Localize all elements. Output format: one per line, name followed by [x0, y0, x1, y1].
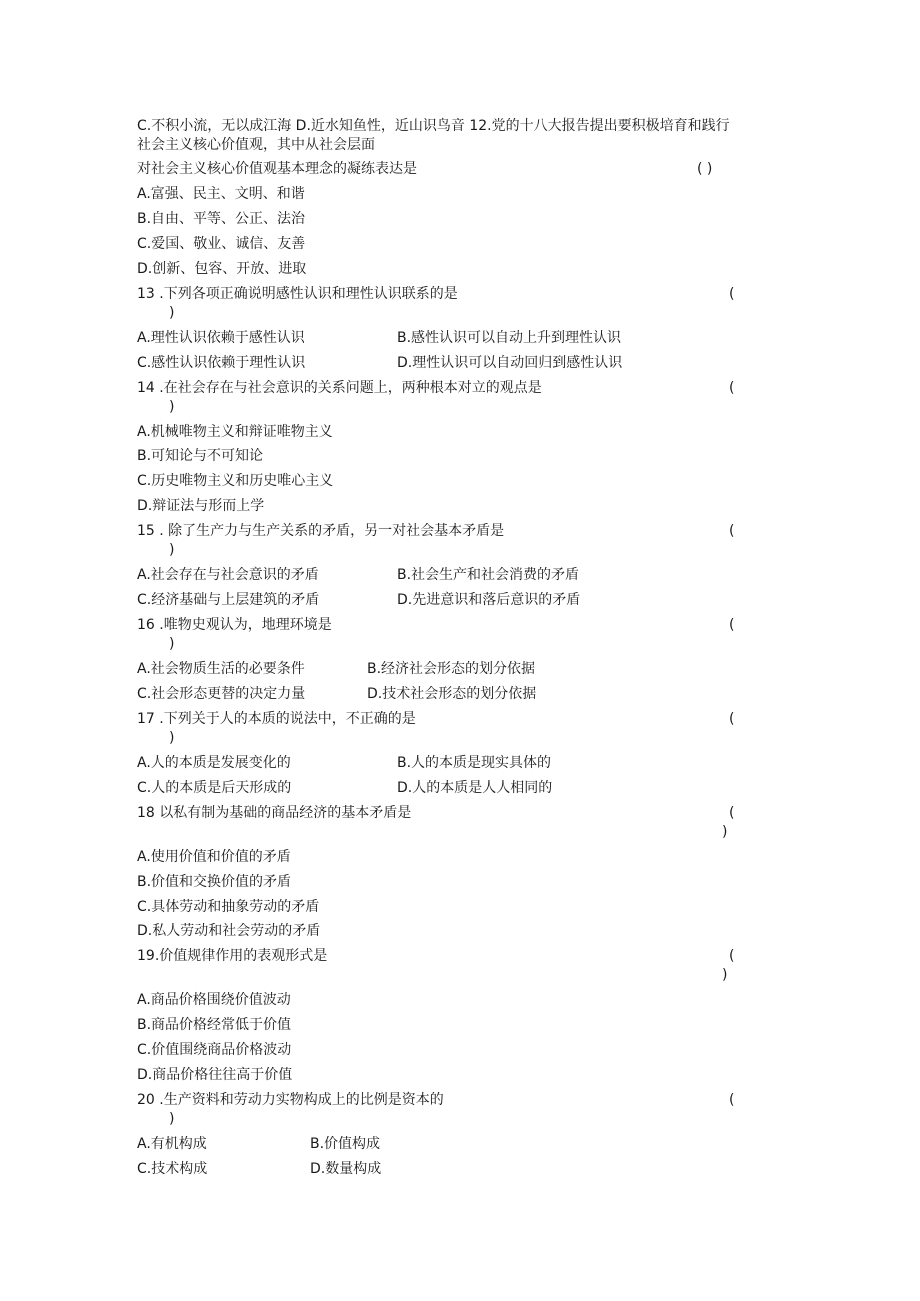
question-16-paren-close: ) [169, 636, 175, 652]
question-12-answer-paren: ( ) [697, 161, 713, 177]
question-18-option-d: D.私人劳动和社会劳动的矛盾 [137, 923, 321, 939]
question-18-option-a: A.使用价值和价值的矛盾 [137, 849, 291, 865]
question-19-paren-open: ( [729, 948, 735, 964]
intro-line-1: C.不积小流，无以成江海 D.近水知鱼性，近山识鸟音 12.党的十八大报告提出要积极培育和践行 [137, 118, 730, 134]
question-12-option-a: A.富强、民主、文明、和谐 [137, 186, 305, 202]
question-14-option-c: C.历史唯物主义和历史唯心主义 [137, 473, 334, 489]
question-17-option-b: B.人的本质是现实具体的 [397, 755, 552, 771]
question-14-option-d: D.辩证法与形而上学 [137, 498, 265, 514]
question-20-option-b: B.价值构成 [310, 1136, 381, 1152]
question-18-paren-open: ( [729, 805, 735, 821]
question-15-paren-close: ) [169, 542, 175, 558]
question-20-option-a: A.有机构成 [137, 1136, 207, 1152]
question-17-stem: 17 .下列关于人的本质的说法中，不正确的是 [137, 711, 416, 727]
question-19-option-c: C.价值围绕商品价格波动 [137, 1042, 292, 1058]
question-16-paren-open: ( [729, 617, 735, 633]
question-19-option-a: A.商品价格围绕价值波动 [137, 992, 291, 1008]
question-12-stem: 对社会主义核心价值观基本理念的凝练表达是 [137, 161, 417, 177]
question-14-paren-open: ( [729, 380, 735, 396]
question-18-paren-close: ) [722, 824, 728, 840]
question-18-option-b: B.价值和交换价值的矛盾 [137, 874, 292, 890]
question-20-paren-close: ) [169, 1111, 175, 1127]
question-16-stem: 16 .唯物史观认为，地理环境是 [137, 617, 332, 633]
question-16-option-d: D.技术社会形态的划分依据 [367, 686, 537, 702]
question-15-option-b: B.社会生产和社会消费的矛盾 [397, 567, 580, 583]
question-13-option-c: C.感性认识依赖于理性认识 [137, 355, 306, 371]
intro-line-2: 社会主义核心价值观，其中从社会层面 [137, 137, 375, 153]
question-13-option-b: B.感性认识可以自动上升到理性认识 [397, 330, 622, 346]
question-13-option-d: D.理性认识可以自动回归到感性认识 [397, 355, 623, 371]
question-17-paren-close: ) [169, 730, 175, 746]
question-12-option-d: D.创新、包容、开放、进取 [137, 261, 307, 277]
question-14-option-b: B.可知论与不可知论 [137, 448, 264, 464]
question-12-option-b: B.自由、平等、公正、法治 [137, 211, 306, 227]
question-19-paren-close: ) [722, 967, 728, 983]
question-17-option-a: A.人的本质是发展变化的 [137, 755, 291, 771]
question-17-option-d: D.人的本质是人人相同的 [397, 780, 553, 796]
question-16-option-c: C.社会形态更替的决定力量 [137, 686, 306, 702]
question-13-paren-close: ) [169, 305, 175, 321]
question-13-option-a: A.理性认识依赖于感性认识 [137, 330, 305, 346]
question-15-option-d: D.先进意识和落后意识的矛盾 [397, 592, 581, 608]
question-13-stem: 13 .下列各项正确说明感性认识和理性认识联系的是 [137, 286, 458, 302]
question-12-option-c: C.爱国、敬业、诚信、友善 [137, 236, 306, 252]
question-15-stem: 15 . 除了生产力与生产关系的矛盾，另一对社会基本矛盾是 [137, 523, 505, 539]
question-16-option-b: B.经济社会形态的划分依据 [367, 661, 536, 677]
question-20-option-d: D.数量构成 [310, 1161, 382, 1177]
question-14-stem: 14 .在社会存在与社会意识的关系问题上，两种根本对立的观点是 [137, 380, 542, 396]
question-14-paren-close: ) [169, 399, 175, 415]
question-19-option-b: B.商品价格经常低于价值 [137, 1017, 292, 1033]
question-18-option-c: C.具体劳动和抽象劳动的矛盾 [137, 899, 320, 915]
question-18-stem: 18 以私有制为基础的商品经济的基本矛盾是 [137, 805, 412, 821]
question-13-paren-open: ( [729, 286, 735, 302]
question-20-stem: 20 .生产资料和劳动力实物构成上的比例是资本的 [137, 1092, 444, 1108]
question-16-option-a: A.社会物质生活的必要条件 [137, 661, 305, 677]
question-15-option-c: C.经济基础与上层建筑的矛盾 [137, 592, 320, 608]
question-19-option-d: D.商品价格往往高于价值 [137, 1067, 293, 1083]
question-15-paren-open: ( [729, 523, 735, 539]
question-17-option-c: C.人的本质是后天形成的 [137, 780, 292, 796]
question-15-option-a: A.社会存在与社会意识的矛盾 [137, 567, 319, 583]
question-20-option-c: C.技术构成 [137, 1161, 208, 1177]
question-20-paren-open: ( [729, 1092, 735, 1108]
question-19-stem: 19.价值规律作用的表观形式是 [137, 948, 328, 964]
question-17-paren-open: ( [729, 711, 735, 727]
question-14-option-a: A.机械唯物主义和辩证唯物主义 [137, 424, 333, 440]
